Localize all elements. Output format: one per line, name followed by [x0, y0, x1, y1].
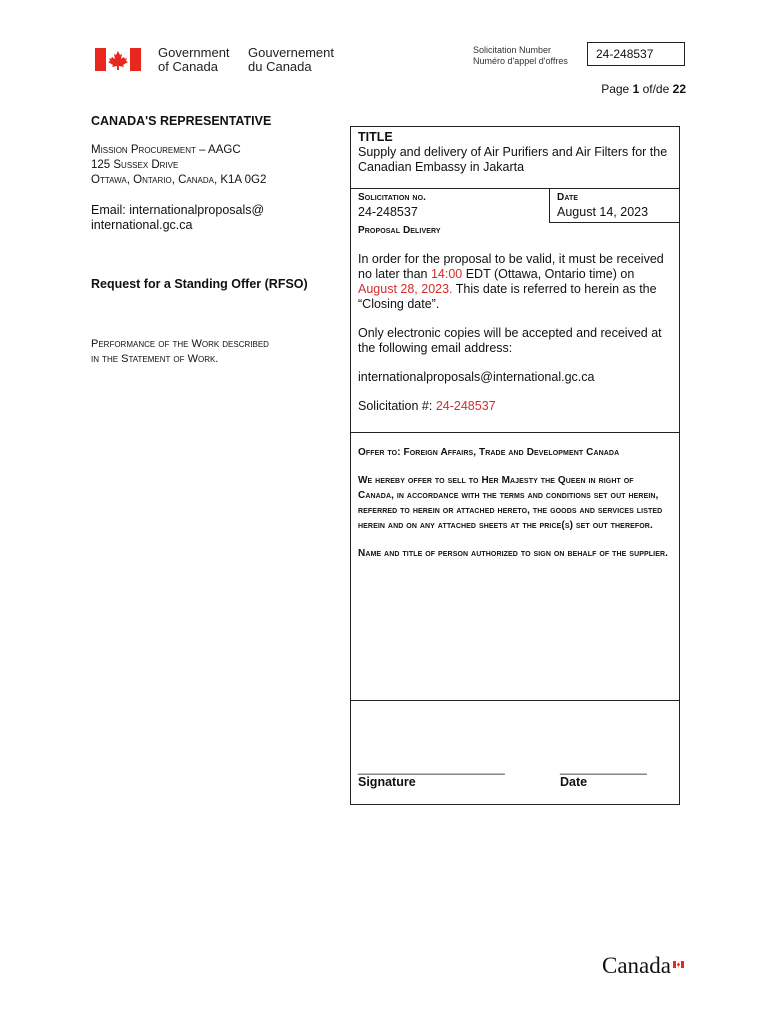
solicitation-number-box: 24-248537 [587, 42, 685, 66]
page-prefix: Page [601, 82, 630, 96]
delivery-time: 14:00 [430, 267, 463, 281]
government-wordmark-fr [248, 46, 334, 74]
date-sig-line: _____________ [560, 761, 647, 775]
title-section [351, 127, 679, 189]
offer-section [351, 433, 679, 701]
signature-section [351, 701, 679, 805]
gov-en-line1: Government [158, 45, 230, 60]
gov-en-line2: of Canada [158, 59, 218, 74]
solicitation-label-fr: Numéro d'appel d'offres [473, 56, 568, 66]
page-total: 22 [672, 82, 686, 96]
solicitation-number-label [473, 45, 568, 67]
signature-line: ______________________ [358, 761, 505, 775]
solicitation-hash-value: 24-248537 [435, 399, 496, 413]
delivery-paragraph-2: Only electronic copies will be accepted and received at the following email address: [358, 326, 662, 355]
signature-label: Signature [358, 775, 416, 789]
performance-statement [91, 337, 269, 367]
date-label: Date [557, 192, 579, 203]
proposal-form [350, 126, 680, 805]
email-line-1: Email: internationalproposals@ [91, 203, 265, 217]
delivery-paragraph-1 [358, 252, 672, 312]
rfso-heading: Request for a Standing Offer (RFSO) [91, 277, 308, 291]
delivery-email: internationalproposals@international.gc.ca [358, 370, 595, 384]
solicitation-label-en: Solicitation Number [473, 45, 552, 55]
proposal-delivery-section [351, 223, 679, 433]
canada-wordmark [602, 953, 671, 979]
performance-line-1: Performance of the Work described [91, 338, 269, 350]
proposal-delivery-label: Proposal Delivery [358, 225, 441, 236]
delivery-text-a: In order for the proposal to be valid, it must be received no later than [358, 252, 664, 281]
offer-text: We hereby offer to sell to Her Majesty the Queen in right of Canada, in accordance with the terms and conditions set out herein, referred to herein or attached hereto, the goods and services listed herein and on any attached sheets at the price(s) set out therefor. [358, 475, 663, 531]
solicitation-no-label: Solicitation no. [358, 192, 427, 203]
solicitation-no-value: 24-248537 [358, 205, 418, 219]
date-value: August 14, 2023 [557, 205, 649, 219]
delivery-text-c: This date is referred to herein as the “Closing date”. [358, 282, 657, 311]
offer-to: Offer to: Foreign Affairs, Trade and Development Canada [358, 447, 620, 458]
page-sep: of/de [642, 82, 670, 96]
date-sig-label: Date [560, 775, 588, 789]
government-wordmark-en [158, 46, 230, 74]
page-current: 1 [632, 82, 640, 96]
delivery-text-b: EDT (Ottawa, Ontario time) on [462, 267, 635, 281]
gov-fr-line2: du Canada [248, 59, 312, 74]
representative-title: CANADA'S REPRESENTATIVE [91, 114, 272, 128]
address-line-2: 125 Sussex Drive [91, 159, 179, 171]
page-indicator [601, 82, 686, 96]
solicitation-hash-label: Solicitation #: [358, 399, 436, 413]
canada-flag-icon [95, 48, 141, 71]
gov-fr-line1: Gouvernement [248, 45, 334, 60]
delivery-date: August 28, 2023. [358, 282, 453, 296]
address-line-3: Ottawa, Ontario, Canada, K1A 0G2 [91, 174, 267, 186]
wordmark-flag-icon [673, 955, 684, 973]
solicitation-hash [358, 399, 672, 414]
title-label: TITLE [358, 130, 393, 144]
solicitation-no-section [351, 189, 549, 223]
title-text: Supply and delivery of Air Purifiers and Air Filters for the Canadian Embassy in Jakarta [358, 145, 668, 174]
performance-line-2: in the Statement of Work. [91, 353, 219, 365]
representative-address [91, 143, 266, 188]
representative-email [91, 203, 264, 233]
address-line-1: Mission Procurement – AAGC [91, 144, 241, 156]
canada-wordmark-text: Canada [602, 953, 671, 978]
email-line-2: international.gc.ca [91, 218, 193, 232]
date-section [549, 189, 679, 223]
name-title-authorized: Name and title of person authorized to sign on behalf of the supplier. [358, 548, 668, 559]
